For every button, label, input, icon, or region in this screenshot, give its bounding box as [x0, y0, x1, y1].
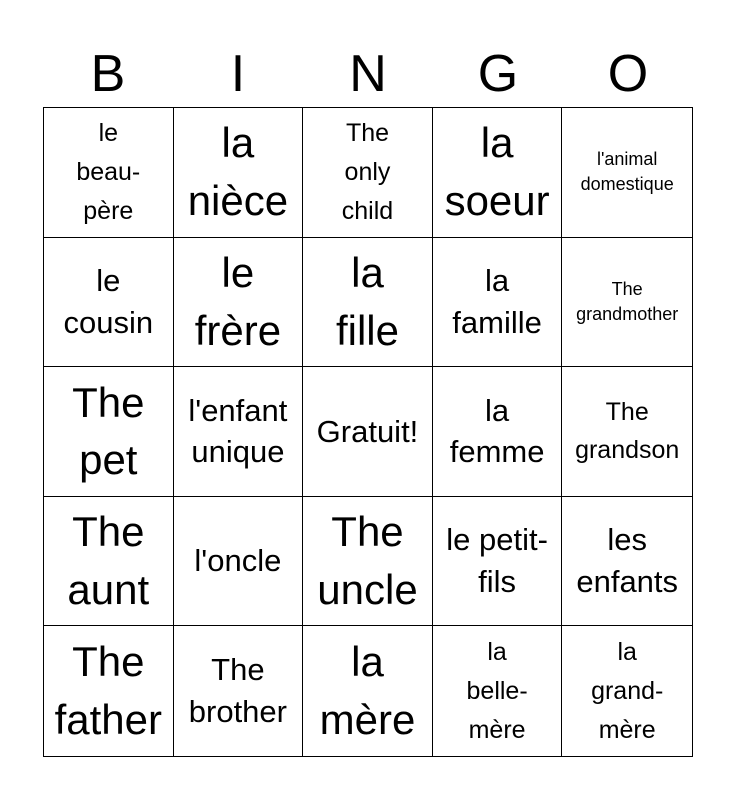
cell-text: la femme: [449, 392, 545, 470]
cell-text: The father: [54, 638, 162, 744]
cell-text: la nièce: [187, 119, 289, 225]
bingo-cell[interactable]: [433, 108, 563, 238]
cell-text: The aunt: [67, 508, 150, 614]
cell-text: le cousin: [63, 263, 154, 340]
header-letter-n: N: [349, 45, 387, 103]
bingo-cell[interactable]: [562, 238, 692, 368]
cell-text: le petit- fils: [446, 522, 548, 600]
bingo-cell[interactable]: [44, 108, 174, 238]
cell-text: les enfants: [576, 522, 679, 600]
cell-text: The brother: [188, 652, 287, 730]
free-space-text: Gratuit!: [316, 413, 419, 449]
cell-text: la fille: [335, 248, 399, 354]
cell-text: The pet: [72, 378, 145, 484]
header-letter-b: B: [90, 45, 126, 103]
cell-text: le frère: [194, 248, 282, 354]
bingo-header: [43, 40, 693, 108]
free-space-cell[interactable]: [303, 367, 433, 497]
bingo-cell[interactable]: [303, 626, 433, 756]
bingo-cell[interactable]: [562, 497, 692, 627]
bingo-cell[interactable]: [562, 626, 692, 756]
cell-text: l'enfant unique: [188, 392, 288, 470]
bingo-cell[interactable]: [433, 238, 563, 368]
cell-text: l'oncle: [194, 543, 282, 579]
bingo-cell[interactable]: [433, 367, 563, 497]
bingo-cell[interactable]: [44, 367, 174, 497]
cell-text: la soeur: [444, 119, 550, 225]
bingo-cell[interactable]: [562, 108, 692, 238]
bingo-cell[interactable]: [433, 497, 563, 627]
bingo-board: [43, 107, 693, 757]
cell-text: The grandmother: [576, 278, 679, 324]
cell-text: la belle- mère: [466, 638, 528, 744]
cell-text: The only child: [341, 119, 394, 225]
cell-text: The uncle: [317, 508, 418, 614]
bingo-cell[interactable]: [44, 497, 174, 627]
cell-text: The grandson: [575, 397, 680, 465]
cell-text: l'animal domestique: [580, 149, 674, 195]
bingo-cell[interactable]: [44, 626, 174, 756]
header-letter-o: O: [607, 45, 649, 103]
bingo-cell[interactable]: [433, 626, 563, 756]
cell-text: la famille: [452, 263, 542, 340]
bingo-cell[interactable]: [174, 108, 304, 238]
cell-text: la mère: [319, 638, 416, 744]
bingo-cell[interactable]: [174, 238, 304, 368]
cell-text: le beau- père: [76, 119, 141, 225]
header-letter-g: G: [477, 45, 519, 103]
bingo-cell[interactable]: [44, 238, 174, 368]
bingo-cell[interactable]: [562, 367, 692, 497]
bingo-cell[interactable]: [303, 497, 433, 627]
bingo-cell[interactable]: [303, 238, 433, 368]
bingo-cell[interactable]: [303, 108, 433, 238]
bingo-cell[interactable]: [174, 497, 304, 627]
bingo-cell[interactable]: [174, 367, 304, 497]
bingo-cell[interactable]: [174, 626, 304, 756]
header-letter-i: I: [230, 45, 246, 103]
cell-text: la grand- mère: [591, 638, 664, 744]
